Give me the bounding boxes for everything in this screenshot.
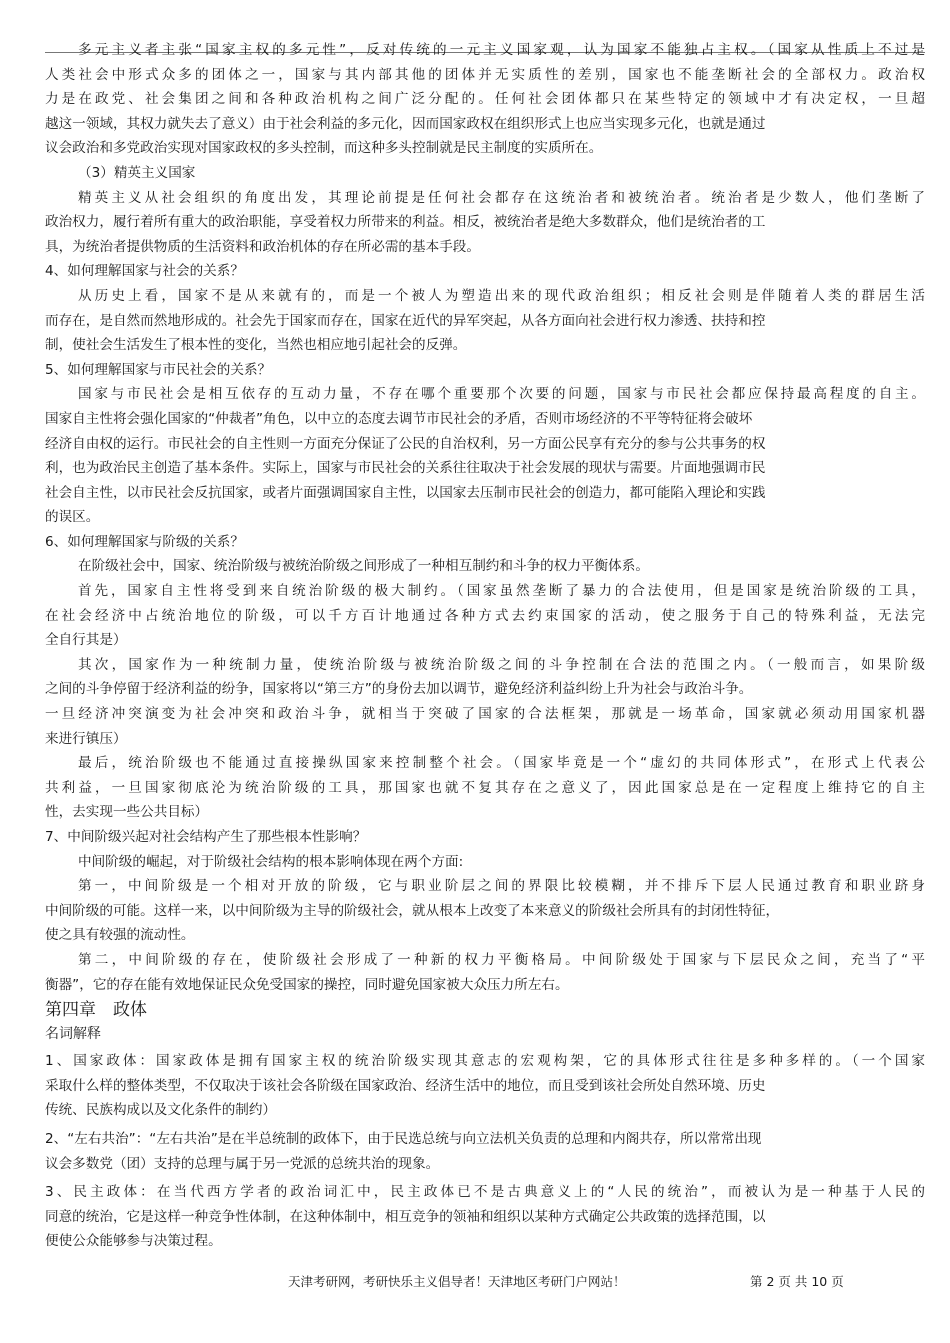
text-line: 全自行其是）: [45, 632, 127, 649]
question-7-intro: 中间阶级的崛起，对于阶级社会结构的根本影响体现在两个方面:: [78, 853, 464, 870]
text-line: 首先，国家自主性将受到来自统治阶级的极大制约。（国家虽然垄断了暴力的合法使用，但是国家是统治阶级的工具，: [78, 583, 925, 600]
text-line: 1、国家政体：国家政体是拥有国家主权的统治阶级实现其意志的宏观构架，它的具体形式往往是多种多样的。（一个国家: [45, 1053, 925, 1070]
question-6-second: [45, 653, 925, 751]
text-line: 国家自主性将会强化国家的“仲裁者”角色，以中立的态度去调节市民社会的矛盾，否则市场经济的不平等特征将会破坏: [45, 410, 753, 427]
text-line: 2、“左右共治”：“左右共治”是在半总统制的政体下，由于民选总统与向立法机关负责的总理和内阁共存，所以常常出现: [45, 1130, 762, 1147]
elite-paragraph: [45, 186, 925, 260]
question-6-intro: 在阶级社会中，国家、统治阶级与被统治阶级之间形成了一种相互制约和斗争的权力平衡体系。: [78, 558, 649, 575]
footer-slogan: 天津考研网，考研快乐主义倡导者！天津地区考研门户网站！: [288, 1274, 626, 1289]
text-line: 人类社会中形式众多的团体之一，国家与其内部其他的团体并无实质性的差别，国家也不能垄断社会的全部权力。政治权: [45, 66, 925, 83]
question-7-second: [45, 948, 925, 997]
text-line: 国家与市民社会是相互依存的互动力量，不存在哪个重要那个次要的问题，国家与市民社会都应保持最高程度的自主。: [78, 386, 925, 403]
question-5-title: 5、如何理解国家与市民社会的关系？: [45, 361, 272, 378]
text-line: 使之具有较强的流动性。: [45, 927, 195, 944]
text-line: 共利益，一旦国家彻底沦为统治阶级的工具，那国家也就不复其存在之意义了，因此国家总是在一定程度上维持它的自主: [45, 779, 925, 796]
text-line: 之间的斗争停留于经济利益的纷争，国家将以“第三方”的身份去加以调节，避免经济利益纠纷上升为社会与政治斗争。: [45, 681, 753, 698]
chapter-title: 第四章 政体: [45, 1000, 147, 1021]
text-line: 第一，中间阶级是一个相对开放的阶级，它与职业阶层之间的界限比较模糊，并不排斥下层人民通过教育和职业跻身: [78, 878, 925, 895]
text-line: 精英主义从社会组织的角度出发，其理论前提是任何社会都存在这统治者和被统治者。统治者是少数人，他们垄断了: [78, 189, 925, 206]
heading-elite-state: （3）精英主义国家: [78, 164, 196, 181]
text-line: 第二，中间阶级的存在，使阶级社会形成了一种新的权力平衡格局。中间阶级处于国家与下层民众之间，充当了“平: [78, 951, 925, 968]
section-label: 名词解释: [45, 1026, 101, 1043]
text-line: 最后，统治阶级也不能通过直接操纵国家来控制整个社会。（国家毕竟是一个“虚幻的共同体形式”，在形式上代表公: [78, 755, 925, 772]
question-6-last: [45, 751, 925, 825]
text-line: 衡器”，它的存在能有效地保证民众免受国家的操控，同时避免国家被大众压力所左右。: [45, 976, 569, 993]
text-line: 政治权力，履行着所有重大的政治职能，享受着权力所带来的利益。相反，被统治者是绝大多数群众，他们是统治者的工: [45, 214, 766, 231]
question-7-title: 7、中间阶级兴起对社会结构产生了那些根本性影响？: [45, 829, 367, 845]
text-line: 力是在政党、社会集团之间和各种政治机构之间广泛分配的。任何社会团体都只在某些特定的领域中才有决定权，一旦超: [45, 91, 925, 108]
text-line: 性，去实现一些公共目标）: [45, 804, 209, 821]
question-4-body: [45, 284, 925, 358]
text-line: 一旦经济冲突演变为社会冲突和政治斗争，就相当于突破了国家的合法框架，那就是一场革命，国家就必须动用国家机器: [45, 706, 925, 723]
question-6-title: 6、如何理解国家与阶级的关系？: [45, 533, 244, 550]
page-number: 第 2 页 共 10 页: [750, 1274, 844, 1289]
pluralism-paragraph: [45, 38, 925, 161]
text-line: 经济自由权的运行。市民社会的自主性则一方面充分保证了公民的自治权利，另一方面公民享有充分的参与公共事务的权: [45, 435, 766, 452]
term-cohabitation: [45, 1127, 925, 1176]
text-line: 3、民主政体：在当代西方学者的政治词汇中，民主政体已不是古典意义上的“人民的统治”，而被认为是一种基于人民的: [45, 1184, 925, 1201]
term-state-polity: [45, 1049, 925, 1123]
text-line: 在社会经济中占统治地位的阶级，可以千方百计地通过各种方式去约束国家的活动，使之服务于自己的特殊利益，无法完: [45, 607, 925, 624]
question-6-first: [45, 579, 925, 653]
question-5-body: [45, 382, 925, 530]
question-7-first: [45, 874, 925, 948]
text-line: 从历史上看，国家不是从来就有的，而是一个被人为塑造出来的现代政治组织；相反社会则是伴随着人类的群居生活: [78, 287, 925, 304]
question-4-title: 4、如何理解国家与社会的关系？: [45, 263, 244, 280]
term-democracy: [45, 1180, 925, 1254]
text-line: 的误区。: [45, 509, 100, 526]
text-line: 便使公众能够参与决策过程。: [45, 1233, 222, 1250]
text-line: 采取什么样的整体类型，不仅取决于该社会各阶级在国家政治、经济生活中的地位，而且受到该社会所处自然环境、历史: [45, 1077, 766, 1094]
text-line: 具，为统治者提供物质的生活资料和政治机体的存在所必需的基本手段。: [45, 238, 480, 255]
text-line: 社会自主性，以市民社会反抗国家，或者片面强调国家自主性，以国家去压制市民社会的创造力，都可能陷入理论和实践: [45, 484, 766, 501]
text-line: 利，也为政治民主创造了基本条件。实际上，国家与市民社会的关系往往取决于社会发展的现状与需要。片面地强调市民: [45, 460, 766, 477]
text-line: 越这一领域，其权力就失去了意义）由于社会利益的多元化，因而国家政权在组织形式上也应当实现多元化，也就是通过: [45, 115, 766, 132]
text-line: 同意的统治，它是这样一种竞争性体制，在这种体制中，相互竞争的领袖和组织以某种方式确定公共政策的选择范围，以: [45, 1208, 766, 1225]
text-line: 议会多数党（团）支持的总理与属于另一党派的总统共治的现象。: [45, 1155, 440, 1172]
text-line: 其次，国家作为一种统制力量，使统治阶级与被统治阶级之间的斗争控制在合法的范围之内。（一般而言，如果阶级: [78, 656, 925, 673]
text-line: 而存在，是自然而然地形成的。社会先于国家而存在，国家在近代的异军突起，从各方面向社会进行权力渗透、扶持和控: [45, 312, 766, 329]
text-line: 中间阶级的可能。这样一来，以中间阶级为主导的阶级社会，就从根本上改变了本来意义的阶级社会所具有的封闭性特征，: [45, 902, 780, 919]
text-line: 来进行镇压）: [45, 730, 127, 747]
text-line: 传统、民族构成以及文化条件的制约）: [45, 1102, 277, 1119]
text-line: 制，使社会生活发生了根本性的变化，当然也相应地引起社会的反弹。: [45, 337, 467, 354]
text-line: 议会政治和多党政治实现对国家政权的多头控制，而这种多头控制就是民主制度的实质所在。: [45, 140, 603, 157]
text-line: 多元主义者主张“国家主权的多元性”，反对传统的一元主义国家观，认为国家不能独占主权。（国家从性质上不过是: [78, 42, 925, 58]
document-content: [45, 38, 925, 1254]
